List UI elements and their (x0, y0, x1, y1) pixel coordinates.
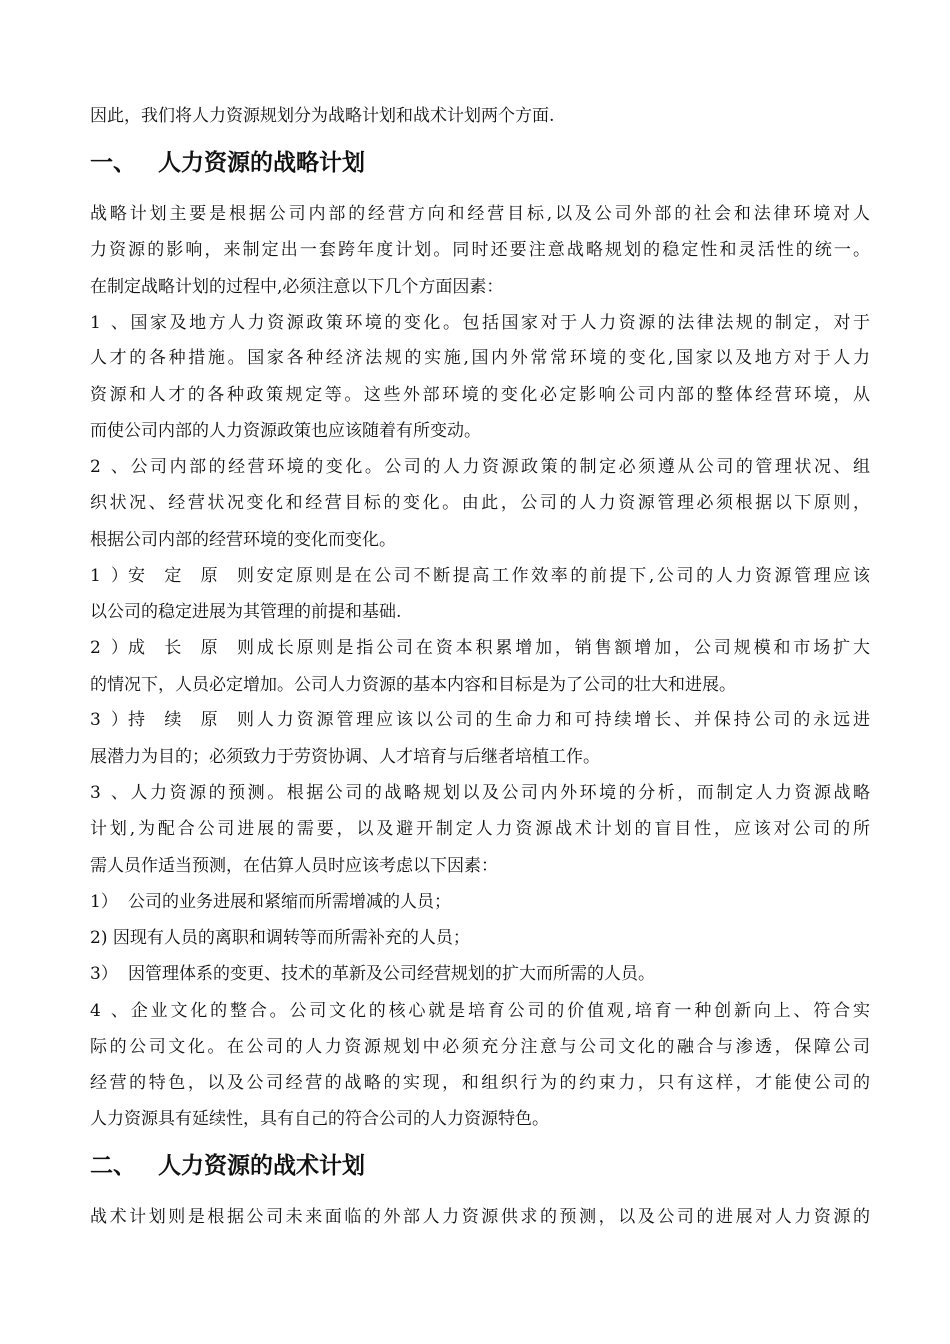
list-item-4-line: 4、企业文化的整合。公司文化的核心就是培育公司的价值观,培育一种创新向上、符合实 (90, 1001, 870, 1021)
list-item-4-line: 经营的特色，以及公司经营的战略的实现，和组织行为的约束力，只有这样，才能使公司的 (90, 1073, 870, 1093)
list-number: 2、 (90, 457, 128, 477)
intro-paragraph: 因此，我们将人力资源规划分为战略计划和战术计划两个方面. (90, 106, 555, 126)
sub-number: 3） (90, 710, 128, 730)
list-item-2-line: 织状况、经营状况变化和经营目标的变化。由此，公司的人力资源管理必须根据以下原则， (90, 493, 870, 513)
sub-number: 1） (90, 566, 128, 586)
sub-number: 2） (90, 638, 128, 658)
paragraph-line: 战术计划则是根据公司未来面临的外部人力资源供求的预测，以及公司的进展对人力资源的 (90, 1207, 870, 1227)
section-heading-2 (90, 1151, 870, 1181)
list-item-2-line: 根据公司内部的经营环境的变化而变化。 (90, 530, 396, 550)
list-item-4-line: 人力资源具有延续性，具有自己的符合公司的人力资源特色。 (90, 1109, 549, 1129)
list-item-1-line: 资源和人才的各种政策规定等。这些外部环境的变化必定影响公司内部的整体经营环境，从 (90, 385, 870, 405)
principle-3-line: 3）持续原则人力资源管理应该以公司的生命力和可持续增长、并保持公司的永远进 (90, 710, 870, 730)
principle-name: 持续原则 (128, 710, 254, 730)
list-item-3-line: 3、人力资源的预测。根据公司的战略规划以及公司内外环境的分析，而制定人力资源战略 (90, 783, 870, 803)
principle-1-line: 1）安定原则安定原则是在公司不断提高工作效率的前提下,公司的人力资源管理应该 (90, 566, 870, 586)
list-item-3-line: 需人员作适当预测，在估算人员时应该考虑以下因素： (90, 856, 498, 876)
factor-1: 1） 公司的业务进展和紧缩而所需增减的人员； (90, 892, 451, 912)
section-title: 人力资源的战略计划 (158, 150, 365, 176)
paragraph-line: 战略计划主要是根据公司内部的经营方向和经营目标,以及公司外部的社会和法律环境对人 (90, 204, 870, 224)
principle-2-line: 的情况下，人员必定增加。公司人力资源的基本内容和目标是为了公司的壮大和进展。 (90, 675, 736, 695)
list-number: 4、 (90, 1001, 128, 1021)
principle-3-line: 展潜力为目的；必须致力于劳资协调、人才培育与后继者培植工作。 (90, 747, 600, 767)
section-number: 一、 (90, 150, 136, 176)
list-item-1-line: 人才的各种措施。国家各种经济法规的实施,国内外常常环境的变化,国家以及地方对于人力 (90, 348, 870, 368)
section-heading-1 (90, 148, 870, 178)
principle-name: 安定原则 (128, 566, 254, 586)
factor-3: 3） 因管理体系的变更、技术的革新及公司经营规划的扩大而所需的人员。 (90, 964, 655, 984)
list-item-1-line: 而使公司内部的人力资源政策也应该随着有所变动。 (90, 421, 481, 441)
paragraph-line: 在制定战略计划的过程中,必须注意以下几个方面因素： (90, 277, 504, 297)
principle-2-line: 2）成长原则成长原则是指公司在资本积累增加，销售额增加，公司规模和市场扩大 (90, 638, 870, 658)
principle-name: 成长原则 (128, 638, 254, 658)
list-number: 3、 (90, 783, 128, 803)
list-number: 1、 (90, 313, 128, 333)
sub-number: 1） (90, 892, 118, 912)
list-item-2-line: 2、公司内部的经营环境的变化。公司的人力资源政策的制定必须遵从公司的管理状况、组 (90, 457, 870, 477)
sub-number: 3） (90, 964, 118, 984)
section-title: 人力资源的战术计划 (158, 1153, 365, 1179)
section-number: 二、 (90, 1153, 136, 1179)
paragraph-line: 力资源的影响，来制定出一套跨年度计划。同时还要注意战略规划的稳定性和灵活性的统一。 (90, 240, 870, 260)
factor-2: 2) 因现有人员的离职和调转等而所需补充的人员； (90, 928, 470, 948)
list-item-4-line: 际的公司文化。在公司的人力资源规划中必须充分注意与公司文化的融合与渗透，保障公司 (90, 1037, 870, 1057)
list-item-1-line: 1、国家及地方人力资源政策环境的变化。包括国家对于人力资源的法律法规的制定，对于 (90, 313, 870, 333)
list-item-3-line: 计划,为配合公司进展的需要，以及避开制定人力资源战术计划的盲目性，应该对公司的所 (90, 819, 870, 839)
principle-1-line: 以公司的稳定进展为其管理的前提和基础. (90, 602, 402, 622)
